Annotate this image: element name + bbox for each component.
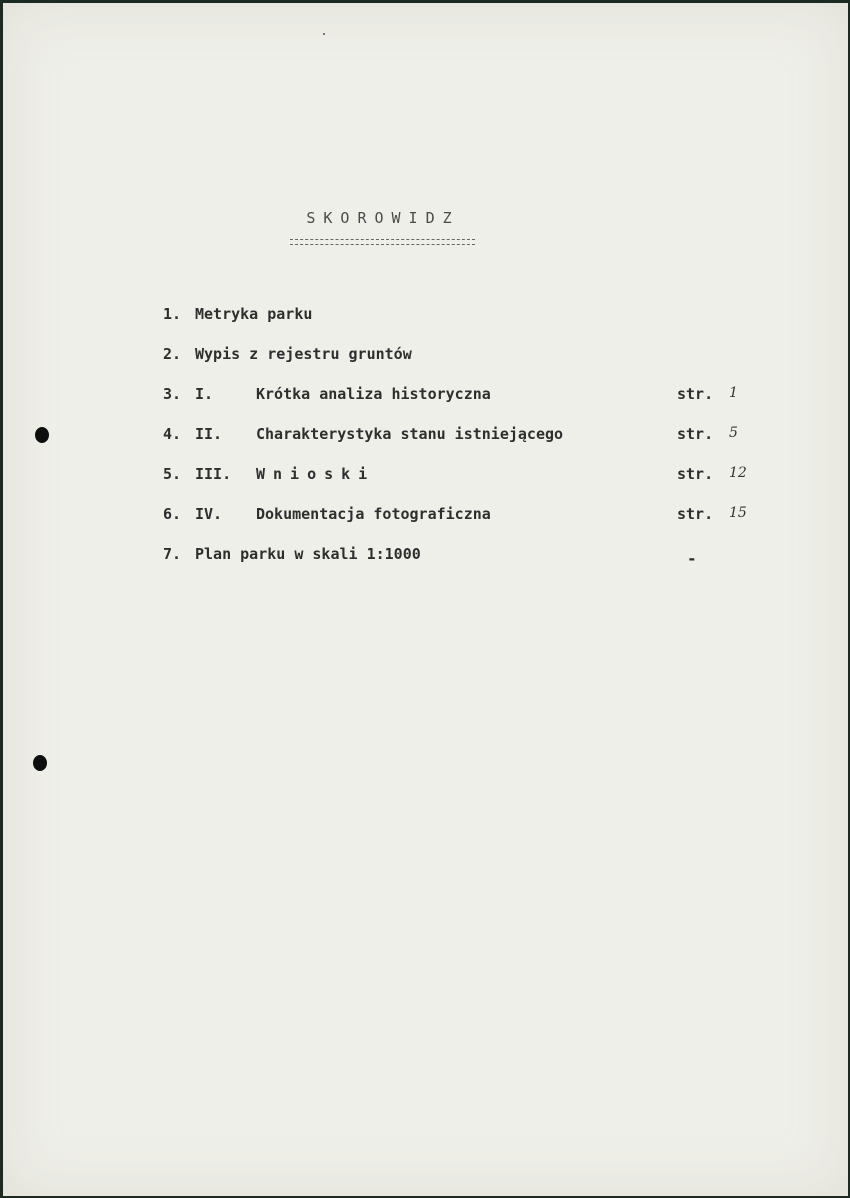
entry-title: Plan parku w skali 1:1000 [195,545,421,563]
page-number: 15 [729,505,747,521]
entry-number: 6. [163,505,182,523]
punch-hole [35,427,49,443]
entry-title: Charakterystyka stanu istniejącego [256,425,564,443]
toc-entry-5 [163,465,763,487]
entry-section: II. [195,425,223,443]
toc-entry-4 [163,425,763,447]
entry-section: IV. [195,505,223,523]
title-underline [290,239,475,245]
toc-entry-2 [163,345,763,367]
punch-hole [33,755,47,771]
document-page [3,3,848,1196]
entry-title: Dokumentacja fotograficzna [256,505,491,523]
toc-entry-1 [163,305,763,327]
page-title: SKOROWIDZ [306,209,460,227]
entry-section: I. [195,385,214,403]
page-number: 12 [729,465,747,481]
page-number: 1 [729,385,738,401]
entry-title: Wnioski [256,465,376,483]
toc-entry-6 [163,505,763,527]
page-label: str. [677,385,714,403]
entry-number: 1. [163,305,182,323]
entry-title: Metryka parku [195,305,313,323]
entry-title: Wypis z rejestru gruntów [195,345,412,363]
toc-entry-7 [163,545,763,567]
entry-number: 4. [163,425,182,443]
entry-section: III. [195,465,232,483]
entry-number: 2. [163,345,182,363]
page-label: str. [677,465,714,483]
paper-speck [323,33,325,35]
entry-title: Krótka analiza historyczna [256,385,491,403]
page-number: 5 [729,425,738,441]
page-dash: - [687,549,697,568]
entry-number: 3. [163,385,182,403]
page-label: str. [677,505,714,523]
toc-entry-3 [163,385,763,407]
entry-number: 7. [163,545,182,563]
page-label: str. [677,425,714,443]
entry-number: 5. [163,465,182,483]
